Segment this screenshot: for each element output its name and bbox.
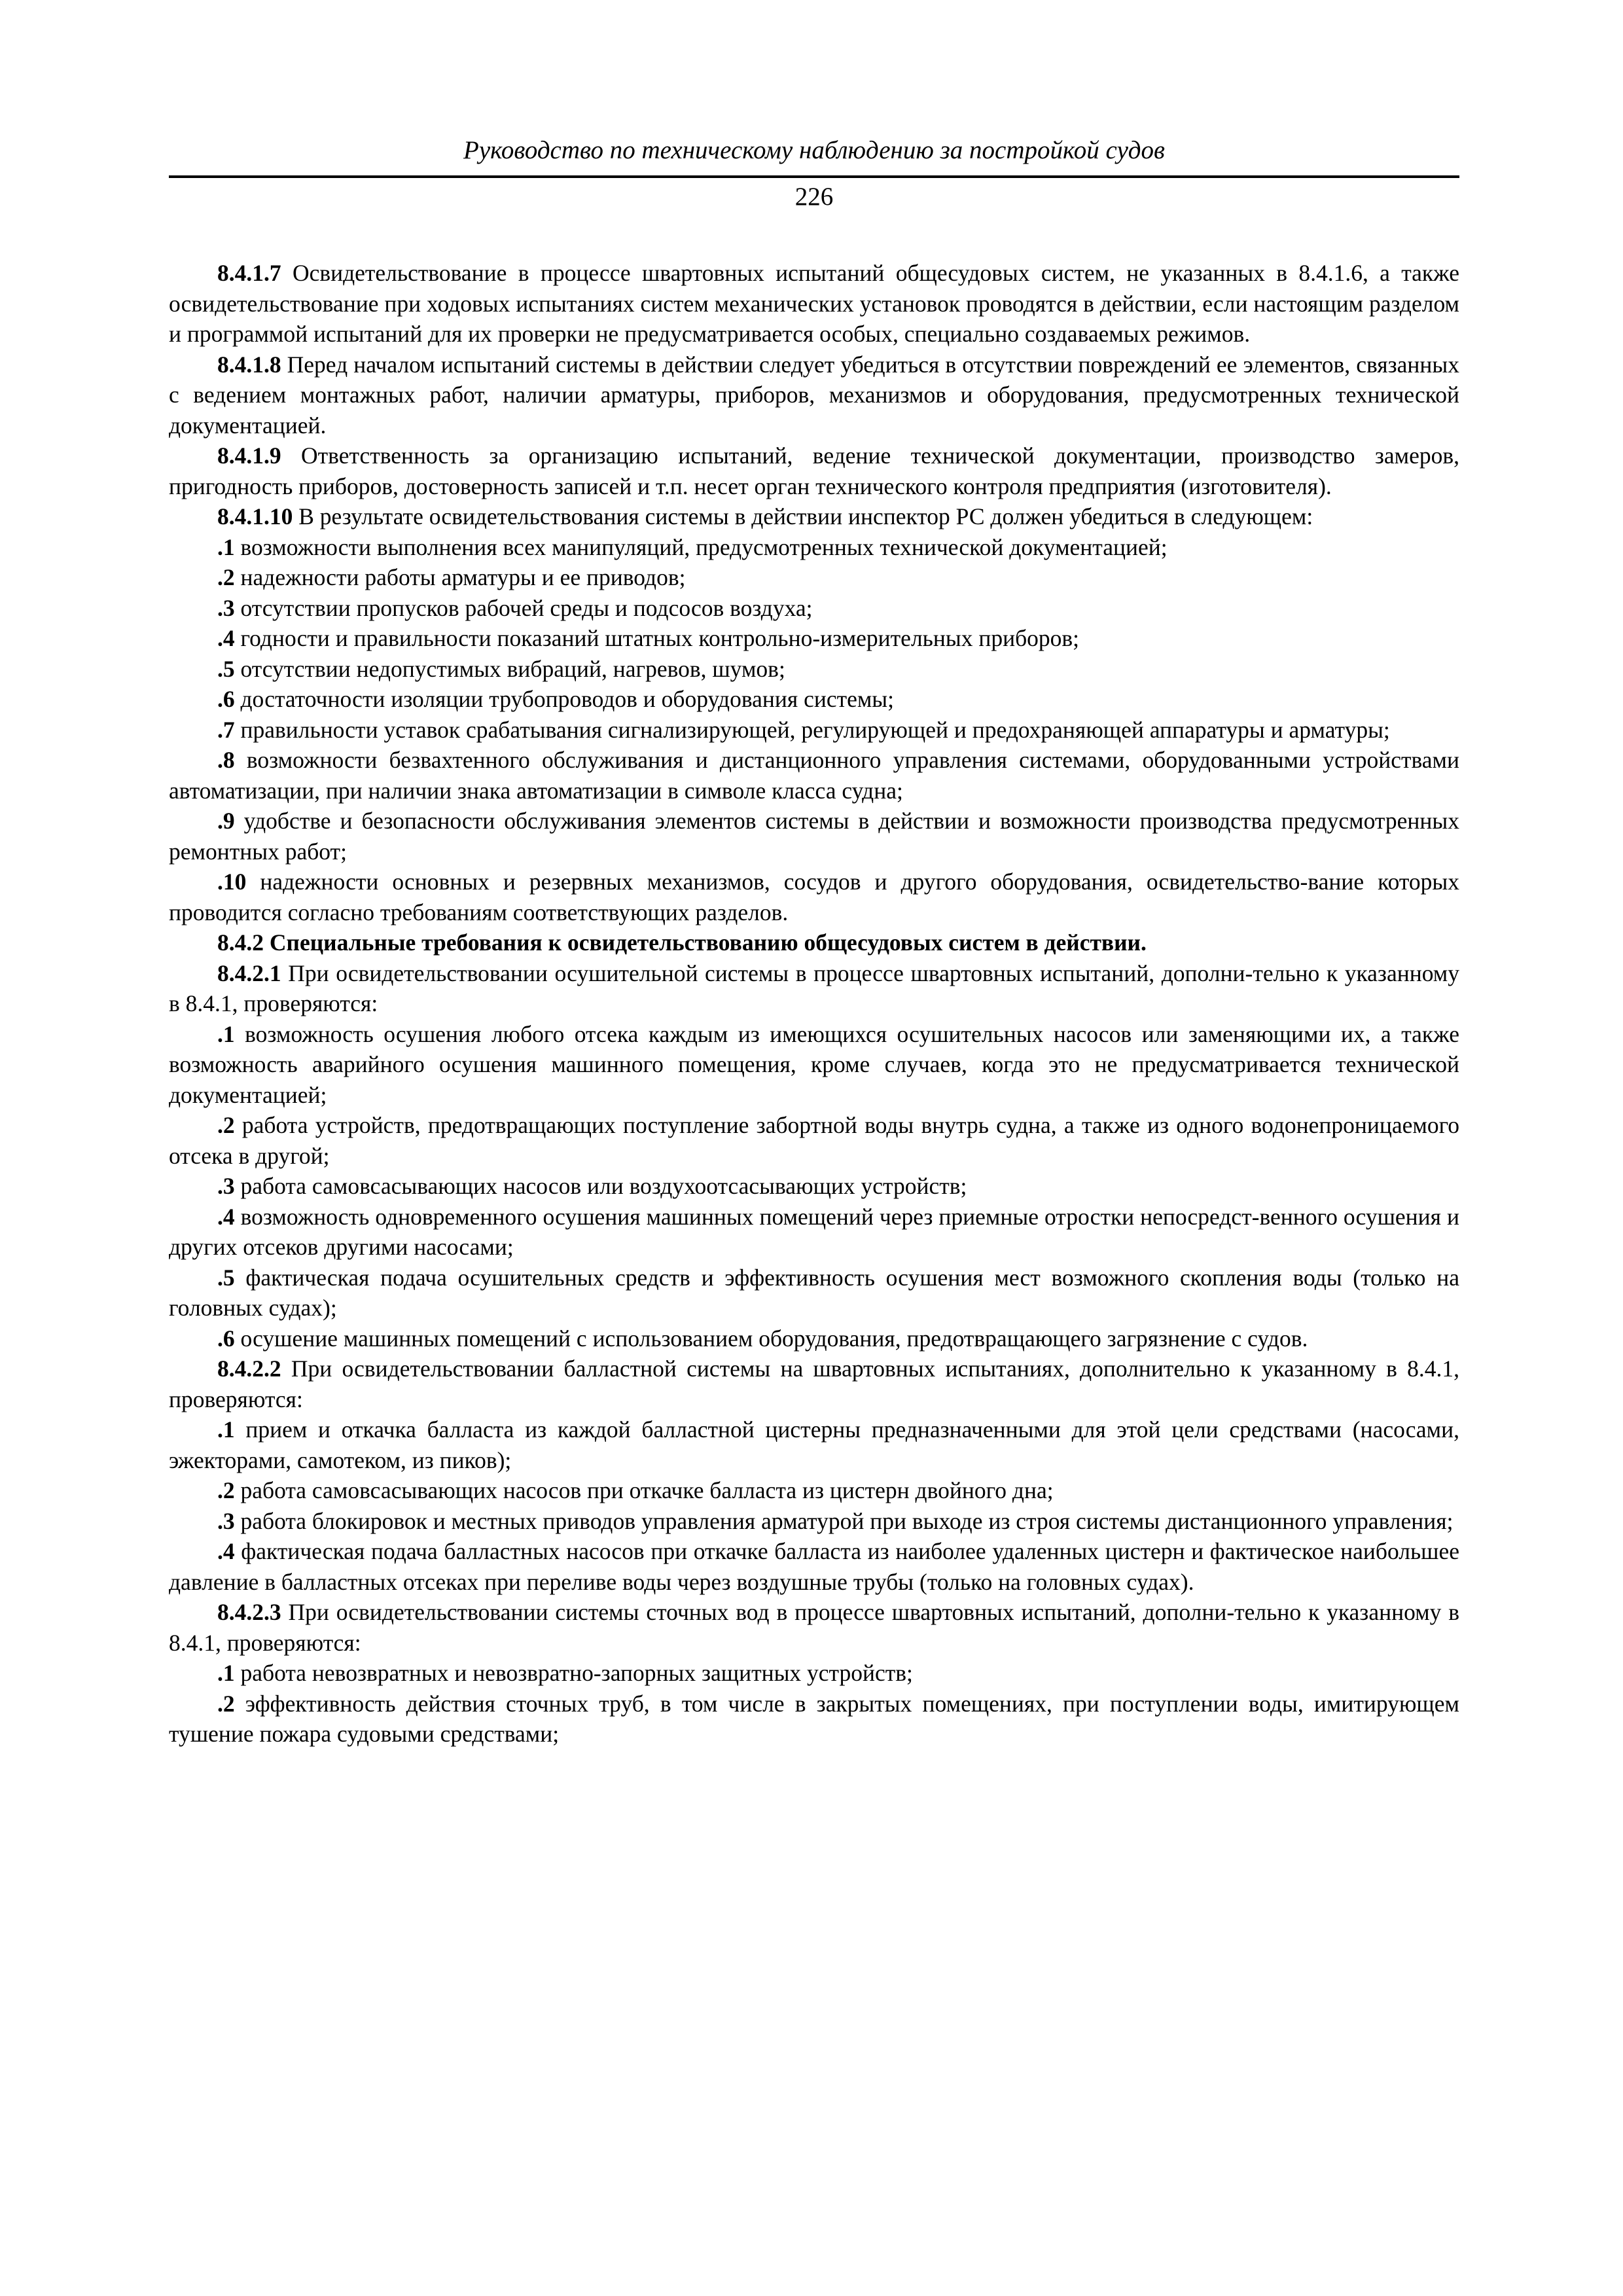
list-item <box>169 1689 1459 1749</box>
item-text: прием и откачка балласта из каждой балластной цистерны предназначенными для этой цели средствами (насосами, эжекторами, самотеком, из пиков); <box>169 1416 1459 1473</box>
item-number: .6 <box>217 686 235 712</box>
clause-number: 8.4.2.1 <box>217 960 281 986</box>
list-item <box>169 1414 1459 1475</box>
clause-number: 8.4.1.8 <box>217 351 281 378</box>
list-item <box>169 1323 1459 1354</box>
paragraph-text: При освидетельствовании системы сточных вод в процессе швартовных испытаний, дополни-тельно к указанному в 8.4.1, проверяются: <box>169 1599 1459 1656</box>
item-text: возможность одновременного осушения машинных помещений через приемные отростки непосредст-венного осушения и других отсеков другими насосами; <box>169 1203 1459 1260</box>
item-text: возможности безвахтенного обслуживания и дистанционного управления системами, оборудованными устройствами автоматизации, при наличии знака автоматизации в символе класса судна; <box>169 747 1459 804</box>
item-number: .2 <box>217 564 235 590</box>
item-number: .2 <box>217 1477 235 1503</box>
item-text: возможность осушения любого отсека каждым из имеющихся осушительных насосов или заменяющими их, а также возможность аварийного осушения машинного помещения, кроме случаев, когда это не предусматривается технической документацией; <box>169 1020 1459 1108</box>
header-divider <box>169 175 1459 178</box>
item-text: удобстве и безопасности обслуживания элементов системы в действии и возможности производства предусмотренных ремонтных работ; <box>169 808 1459 865</box>
item-number: .1 <box>217 533 235 560</box>
list-item <box>169 715 1459 745</box>
item-number: .6 <box>217 1325 235 1352</box>
list-item <box>169 745 1459 806</box>
clause-number: 8.4.1.10 <box>217 503 293 529</box>
item-text: достаточности изоляции трубопроводов и оборудования системы; <box>234 686 895 712</box>
list-item <box>169 1506 1459 1537</box>
item-text: работа устройств, предотвращающих поступление забортной воды внутрь судна, а также из одного водонепроницаемого отсека в другой; <box>169 1112 1459 1169</box>
item-number: .9 <box>217 808 235 834</box>
item-text: отсутствии недопустимых вибраций, нагревов, шумов; <box>234 655 785 682</box>
list-item <box>169 532 1459 563</box>
item-number: .1 <box>217 1020 235 1047</box>
list-item <box>169 1658 1459 1689</box>
section-heading <box>169 927 1459 958</box>
list-item <box>169 684 1459 715</box>
paragraph <box>169 258 1459 350</box>
list-item <box>169 1171 1459 1202</box>
item-text: работа самовсасывающих насосов или воздухоотсасывающих устройств; <box>234 1173 967 1199</box>
clause-number: 8.4.1.7 <box>217 260 281 286</box>
list-item <box>169 1019 1459 1111</box>
list-item <box>169 1110 1459 1171</box>
item-number: .4 <box>217 625 235 651</box>
item-number: .3 <box>217 1173 235 1199</box>
item-number: .4 <box>217 1203 235 1230</box>
clause-number: 8.4.1.9 <box>217 442 281 469</box>
item-text: правильности уставок срабатывания сигнализирующей, регулирующей и предохраняющей аппаратуры и арматуры; <box>234 716 1390 743</box>
item-text: возможности выполнения всех манипуляций, предусмотренных технической документацией; <box>234 533 1168 560</box>
list-item <box>169 562 1459 593</box>
running-title: Руководство по техническому наблюдению за постройкой судов <box>463 136 1165 164</box>
list-item <box>169 623 1459 654</box>
paragraph-text: При освидетельствовании осушительной системы в процессе швартовных испытаний, дополни-тельно к указанному в 8.4.1, проверяются: <box>169 960 1459 1016</box>
item-number: .4 <box>217 1538 235 1564</box>
item-text: фактическая подача балластных насосов при откачке балласта из наиболее удаленных цистерн и фактическое наибольшее давление в балластных отсеках при переливе воды через воздушные трубы (только на головных судах). <box>169 1538 1459 1595</box>
list-item <box>169 1536 1459 1597</box>
item-text: осушение машинных помещений с использованием оборудования, предотвращающего загрязнение с судов. <box>234 1325 1308 1352</box>
item-number: .1 <box>217 1660 235 1686</box>
paragraph <box>169 1597 1459 1658</box>
item-text: работа самовсасывающих насосов при откачке балласта из цистерн двойного дна; <box>234 1477 1054 1503</box>
item-text: годности и правильности показаний штатных контрольно-измерительных приборов; <box>234 625 1080 651</box>
paragraph <box>169 440 1459 501</box>
item-number: .2 <box>217 1112 235 1138</box>
page-number: 226 <box>794 183 834 211</box>
item-text: отсутствии пропусков рабочей среды и подсосов воздуха; <box>234 594 813 621</box>
item-number: .3 <box>217 594 235 621</box>
paragraph <box>169 1354 1459 1414</box>
item-number: .5 <box>217 1264 235 1291</box>
clause-number: 8.4.2.2 <box>217 1355 281 1382</box>
list-item <box>169 1475 1459 1506</box>
item-number: .10 <box>217 869 247 895</box>
paragraph-text: Освидетельствование в процессе швартовных испытаний общесудовых систем, не указанных в 8.4.1.6, а также освидетельствование при ходовых испытаниях систем механических установок проводятся в действии, если настоящим разделом и программой испытаний для их проверки не предусматривается особых, специально создаваемых режимов. <box>169 260 1459 347</box>
paragraph-text: При освидетельствовании балластной системы на швартовных испытаниях, дополнительно к указанному в 8.4.1, проверяются: <box>169 1355 1459 1412</box>
list-item <box>169 867 1459 927</box>
paragraph <box>169 350 1459 441</box>
paragraph <box>169 501 1459 532</box>
paragraph <box>169 958 1459 1019</box>
item-text: фактическая подача осушительных средств и эффективность осушения мест возможного скопления воды (только на головных судах); <box>169 1264 1459 1321</box>
item-number: .3 <box>217 1507 235 1534</box>
item-text: надежности основных и резервных механизмов, сосудов и другого оборудования, освидетельство-вание которых проводится согласно требованиям соответствующих разделов. <box>169 869 1459 925</box>
item-number: .5 <box>217 655 235 682</box>
list-item <box>169 1263 1459 1323</box>
section-heading-text: 8.4.2 Специальные требования к освидетельствованию общесудовых систем в действии. <box>217 929 1147 956</box>
item-text: работа блокировок и местных приводов управления арматурой при выходе из строя системы дистанционного управления; <box>234 1507 1454 1534</box>
list-item <box>169 1202 1459 1263</box>
item-text: эффективность действия сточных труб, в том числе в закрытых помещениях, при поступлении воды, имитирующем тушение пожара судовыми средствами; <box>169 1690 1459 1747</box>
paragraph-text: В результате освидетельствования системы в действии инспектор РС должен убедиться в следующем: <box>293 503 1313 529</box>
item-number: .8 <box>217 747 235 773</box>
paragraph-text: Ответственность за организацию испытаний, ведение технической документации, производство замеров, пригодность приборов, достоверность записей и т.п. несет орган технического контроля предприятия (изготовителя). <box>169 442 1459 499</box>
list-item <box>169 654 1459 685</box>
document-body <box>169 258 1459 1749</box>
item-number: .1 <box>217 1416 235 1443</box>
paragraph-text: Перед началом испытаний системы в действии следует убедиться в отсутствии повреждений ее элементов, связанных с ведением монтажных работ, наличии арматуры, приборов, механизмов и оборудования, предусмотренных технической документацией. <box>169 351 1459 439</box>
item-text: работа невозвратных и невозвратно-запорных защитных устройств; <box>234 1660 913 1686</box>
item-number: .2 <box>217 1690 235 1717</box>
list-item <box>169 593 1459 624</box>
list-item <box>169 806 1459 867</box>
clause-number: 8.4.2.3 <box>217 1599 281 1625</box>
item-number: .7 <box>217 716 235 743</box>
item-text: надежности работы арматуры и ее приводов; <box>234 564 686 590</box>
